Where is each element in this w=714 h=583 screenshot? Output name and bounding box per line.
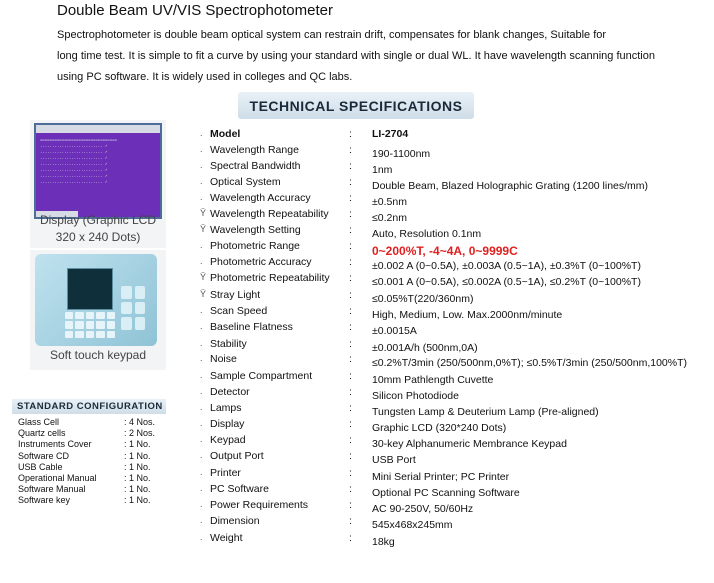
spec-colon: : — [349, 338, 352, 350]
product-title: Double Beam UV/VIS Spectrophotometer — [57, 2, 333, 19]
spec-value: Graphic LCD (320*240 Dots) — [372, 422, 507, 434]
config-item-qty: : 1 No. — [124, 450, 151, 461]
spec-label: Keypad — [210, 434, 246, 446]
bullet-icon: . — [200, 353, 203, 363]
spec-label: PC Software — [210, 483, 269, 495]
bullet-icon: . — [200, 305, 203, 315]
bullet-icon: . — [200, 402, 203, 412]
spec-value: AC 90-250V, 50/60Hz — [372, 503, 474, 515]
config-item-qty: : 1 No. — [124, 461, 151, 472]
display-caption — [30, 212, 166, 246]
spec-colon: : — [349, 305, 352, 317]
display-caption-line: Display (Graphic LCD — [39, 213, 157, 227]
spec-label: Dimension — [210, 515, 260, 527]
spec-value: ±0.001A/h (500nm,0A) — [372, 342, 478, 354]
spec-value: ±0.0015A — [372, 325, 417, 337]
spec-label: Stability — [210, 338, 247, 350]
bullet-icon: . — [200, 499, 203, 509]
config-item — [18, 461, 151, 472]
spec-value: Auto, Resolution 0.1nm — [372, 228, 482, 240]
config-item-qty: : 2 Nos. — [124, 428, 156, 439]
config-item-name: Software Manual — [18, 484, 86, 495]
config-item — [18, 428, 156, 439]
spec-value: 545x468x245mm — [372, 519, 453, 531]
bullet-icon: . — [200, 467, 203, 477]
spec-label: Wavelength Accuracy — [210, 192, 311, 204]
spec-colon: : — [349, 386, 352, 398]
spec-label: Lamps — [210, 402, 242, 414]
spec-label: Photometric Range — [210, 240, 300, 252]
spec-value: 1nm — [372, 164, 393, 176]
spec-colon: : — [349, 224, 352, 236]
spec-value: 10mm Pathlength Cuvette — [372, 374, 494, 386]
spec-label: Stray Light — [210, 289, 261, 301]
spec-value: 30-key Alphanumeric Membrance Keypad — [372, 438, 567, 450]
spec-value: Optional PC Scanning Software — [372, 487, 520, 499]
spec-label: Photometric Repeatability — [210, 272, 330, 284]
bullet-icon: . — [200, 176, 203, 186]
bullet-icon: . — [200, 321, 203, 331]
spec-label: Spectral Bandwidth — [210, 160, 301, 172]
keypad-image-card — [30, 250, 166, 370]
spec-value: ≤0.2%T/3min (250/500nm,0%T); ≤0.5%T/3min (250/500nm,100%T) — [372, 357, 687, 369]
spec-label: Scan Speed — [210, 305, 268, 317]
spec-value: 0~200%T, -4~4A, 0~9999C — [372, 244, 518, 258]
bullet-icon: . — [200, 370, 203, 380]
standard-configuration-heading: STANDARD CONFIGURATION — [12, 399, 166, 414]
spec-value: ≤0.2nm — [372, 212, 407, 224]
config-item — [18, 417, 156, 427]
bullet-icon: . — [200, 434, 203, 444]
technical-specifications-heading: TECHNICAL SPECIFICATIONS — [238, 92, 474, 119]
config-item-name: Glass Cell — [18, 417, 60, 427]
display-image-card — [30, 120, 166, 248]
spec-colon: : — [349, 353, 352, 365]
config-item-name: Operational Manual — [18, 473, 97, 483]
spec-colon: : — [349, 256, 352, 268]
config-item — [18, 450, 151, 461]
spec-value: 190-1100nm — [372, 148, 431, 160]
spec-value: High, Medium, Low. Max.2000nm/minute — [372, 309, 563, 321]
spec-label: Wavelength Setting — [210, 224, 301, 236]
spec-label: Power Requirements — [210, 499, 309, 511]
spec-colon: : — [349, 176, 352, 188]
spec-label: Noise — [210, 353, 237, 365]
bullet-icon: . — [200, 128, 203, 138]
bullet-icon: . — [200, 483, 203, 493]
spec-colon: : — [349, 128, 352, 140]
spec-colon: : — [349, 160, 352, 172]
spec-label: Wavelength Repeatability — [210, 208, 329, 220]
config-item — [18, 495, 151, 506]
spec-colon: : — [349, 467, 352, 479]
description-line: using PC software. It is widely used in colleges and QC labs. — [57, 71, 353, 83]
bullet-icon: Ÿ — [200, 208, 207, 218]
config-item-qty: : 1 No. — [124, 439, 151, 450]
spec-value: Mini Serial Printer; PC Printer — [372, 471, 510, 483]
spec-colon: : — [349, 240, 352, 252]
spec-label: Weight — [210, 532, 243, 544]
bullet-icon: Ÿ — [200, 224, 207, 234]
config-item-name: USB Cable — [18, 461, 63, 472]
spec-colon: : — [349, 144, 352, 156]
spec-value: ≤0.05%T(220/360nm) — [372, 293, 474, 305]
spec-colon: : — [349, 434, 352, 446]
description-line: long time test. It is simple to fit a curve by using your standard with single or dual WL. It have wavelength scanning function — [57, 50, 655, 62]
config-item-qty: : 1 No. — [124, 473, 151, 483]
bullet-icon: . — [200, 338, 203, 348]
config-item-qty: : 1 No. — [124, 484, 151, 495]
config-item-name: Software key — [18, 495, 71, 506]
display-caption-line: 320 x 240 Dots) — [55, 230, 141, 244]
spec-label: Photometric Accuracy — [210, 256, 312, 268]
config-item-name: Software CD — [18, 450, 70, 461]
spec-label: Wavelength Range — [210, 144, 299, 156]
spec-colon: : — [349, 208, 352, 220]
spec-label: Detector — [210, 386, 250, 398]
bullet-icon: . — [200, 240, 203, 250]
config-item-qty: : 4 Nos. — [124, 417, 156, 427]
spec-colon: : — [349, 515, 352, 527]
spec-colon: : — [349, 321, 352, 333]
config-item — [18, 473, 151, 483]
bullet-icon: . — [200, 515, 203, 525]
spec-value: Double Beam, Blazed Holographic Grating (1200 lines/mm) — [372, 180, 649, 192]
config-item-qty: : 1 No. — [124, 495, 151, 506]
spec-colon: : — [349, 370, 352, 382]
bullet-icon: . — [200, 386, 203, 396]
spec-label: Output Port — [210, 450, 264, 462]
spec-label: Optical System — [210, 176, 281, 188]
config-item-name: Quartz cells — [18, 428, 66, 439]
spec-label: Sample Compartment — [210, 370, 313, 382]
bullet-icon: . — [200, 160, 203, 170]
config-item-name: Instruments Cover — [18, 439, 92, 450]
spec-value: Tungsten Lamp & Deuterium Lamp (Pre-aligned) — [372, 406, 599, 418]
spec-colon: : — [349, 499, 352, 511]
spec-colon: : — [349, 289, 352, 301]
lcd-screen-image: ================================ .......................... ✓ .......................... ✓ .......................... ✓ .......................... ✓ .......................... ✓ .......................... ✓ .......................... ✓ — [34, 123, 162, 219]
bullet-icon: Ÿ — [200, 272, 207, 282]
product-description — [57, 25, 697, 88]
bullet-icon: . — [200, 418, 203, 428]
bullet-icon: . — [200, 192, 203, 202]
description-line: Spectrophotometer is double beam optical system can restrain drift, compensates for blank changes, Suitable for — [57, 29, 607, 41]
config-item — [18, 484, 151, 495]
keypad-image — [35, 254, 157, 346]
bullet-icon: . — [200, 450, 203, 460]
spec-value: Silicon Photodiode — [372, 390, 459, 402]
keypad-caption: Soft touch keypad — [49, 348, 147, 362]
spec-colon: : — [349, 532, 352, 544]
bullet-icon: . — [200, 256, 203, 266]
spec-label: Model — [210, 128, 241, 140]
spec-value: USB Port — [372, 454, 416, 466]
spec-colon: : — [349, 418, 352, 430]
spec-label: Printer — [210, 467, 241, 479]
spec-colon: : — [349, 402, 352, 414]
spec-colon: : — [349, 192, 352, 204]
spec-label: Baseline Flatness — [210, 321, 293, 333]
spec-value: 18kg — [372, 536, 395, 548]
spec-colon: : — [349, 450, 352, 462]
spec-value: ±0.002 A (0~0.5A), ±0.003A (0.5~1A), ±0.3%T (0~100%T) — [372, 260, 641, 272]
spec-value: LI-2704 — [372, 128, 409, 140]
spec-value: ±0.5nm — [372, 196, 407, 208]
bullet-icon: . — [200, 532, 203, 542]
spec-colon: : — [349, 483, 352, 495]
bullet-icon: Ÿ — [200, 289, 207, 299]
spec-label: Display — [210, 418, 245, 430]
bullet-icon: . — [200, 144, 203, 154]
spec-colon: : — [349, 272, 352, 284]
spec-value: ≤0.001 A (0~0.5A), ≤0.002A (0.5~1A), ≤0.2%T (0~100%T) — [372, 276, 641, 288]
config-item — [18, 439, 151, 450]
